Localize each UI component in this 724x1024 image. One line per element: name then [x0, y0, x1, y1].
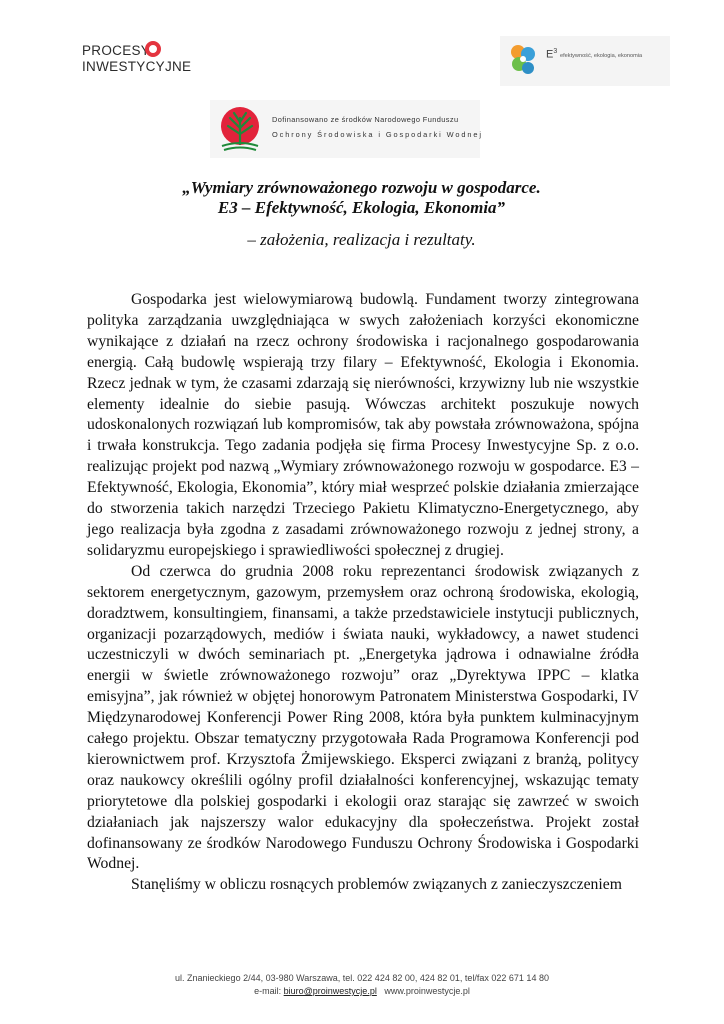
page-footer [0, 972, 724, 998]
e3-logo [500, 36, 670, 86]
paragraph: Gospodarka jest wielowymiarową budowlą. Fundament tworzy zintegrowana polityka zarządzania uwzględniająca w swych założeniach korzyści ekonomiczne wynikające z działań na rzecz ochrony środowiska i racjonalnego gospodarowania energią. Całą budowlę wspierają trzy filary – Efektywność, Ekologia i Ekonomia. Rzecz jednak w tym, że czasami zdarzają się nierówności, krzywizny lub nie wszystkie elementy idealnie do siebie pasują. Wówczas architekt poszukuje nowych udoskonalonych rozwiązań lub kompromisów, tak aby powstała zrównoważona, spójna i trwała konstrukcja. Tego zadania podjęła się firma Procesy Inwestycyjne Sp. z o.o. realizując projekt pod nazwą „Wymiary zrównoważonego rozwoju w gospodarce. E3 – Efektywność, Ekologia, Ekonomia”, który miał wesprzeć polskie działania zmierzające do stworzenia takich narzędzi Trzeciego Pakietu Klimatyczno-Energetycznego, aby jego realizacja była zgodna z zasadami zrównoważonego rozwoju z jednej strony, a solidaryzmu europejskiego i sprawiedliwości społecznej z drugiej. [87, 291, 639, 559]
e3-leaf-icon [506, 42, 540, 80]
procesy-inwestycyjne-logo [82, 40, 192, 80]
paragraph: Od czerwca do grudnia 2008 roku reprezentanci środowisk związanych z sektorem energetycznym, gazowym, przemysłem oraz ochroną środowiska, ekologią, doradztwem, konsultingiem, finansami, a także przedstawiciele instytucji publicznych, organizacji pozarządowych, mediów i świata nauki, wykładowcy, a nawet studenci uczestniczyli w dwóch seminariach pt. „Energetyka jądrowa i odnawialne źródła energii w świetle zrównoważonego rozwoju” oraz „Dyrektywa IPPC – klatka emisyjna”, jak również w objętej honorowym Patronatem Ministerstwa Gospodarki, IV Międzynarodowej Konferencji Power Ring 2008, która była punktem kulminacyjnym całego projektu. Obszar tematyczny przygotowała Rada Programowa Konferencji pod kierownictwem prof. Krzysztofa Żmijewskiego. Eksperci związani z branżą, politycy oraz naukowcy określili ogólny profil działalności konferencyjnej, wskazując tematy priorytetowe dla polskiej gospodarki i ekologii oraz starając się zawrzeć w swoich działaniach jak najszerszy walor edukacyjny dla społeczeństwa. Projekt został dofinansowany ze środków Narodowego Funduszu Ochrony Środowiska i Gospodarki Wodnej. [87, 562, 639, 873]
fund-tree-icon [216, 104, 264, 154]
paragraph: Stanęliśmy w obliczu rosnących problemów związanych z zanieczyszczeniem [131, 876, 622, 894]
fund-text-line1: Dofinansowano ze środków Narodowego Funduszu [272, 115, 459, 124]
logo-ring-icon [144, 40, 162, 58]
footer-address: ul. Znanieckiego 2/44, 03-980 Warszawa, tel. 022 424 82 00, 424 82 01, tel/fax 022 671 14 80 [175, 973, 549, 983]
nfosigw-logo [210, 100, 483, 158]
e3-tagline: efektywność, ekologia, ekonomia [560, 53, 643, 59]
document-title [80, 178, 643, 218]
fund-text-line2: Ochrony Środowiska i Gospodarki Wodnej [272, 130, 483, 139]
document-subtitle: – założenia, realizacja i rezultaty. [247, 230, 476, 249]
e3-mark-text: $E^3$ [546, 48, 558, 61]
email-label: e-mail: [254, 986, 282, 996]
logo-text-line2: INWESTYCYJNE [82, 59, 192, 74]
website-link[interactable]: www.proinwestycje.pl [384, 986, 470, 996]
document-body [87, 290, 639, 896]
title-line2: E3 – Efektywność, Ekologia, Ekonomia” [217, 198, 506, 217]
footer-contact [0, 985, 724, 998]
title-line1: „Wymiary zrównoważonego rozwoju w gospodarce. [182, 178, 541, 197]
email-link[interactable]: biuro@proinwestycje.pl [283, 986, 377, 996]
logo-text-line1: PROCESY [82, 43, 151, 58]
